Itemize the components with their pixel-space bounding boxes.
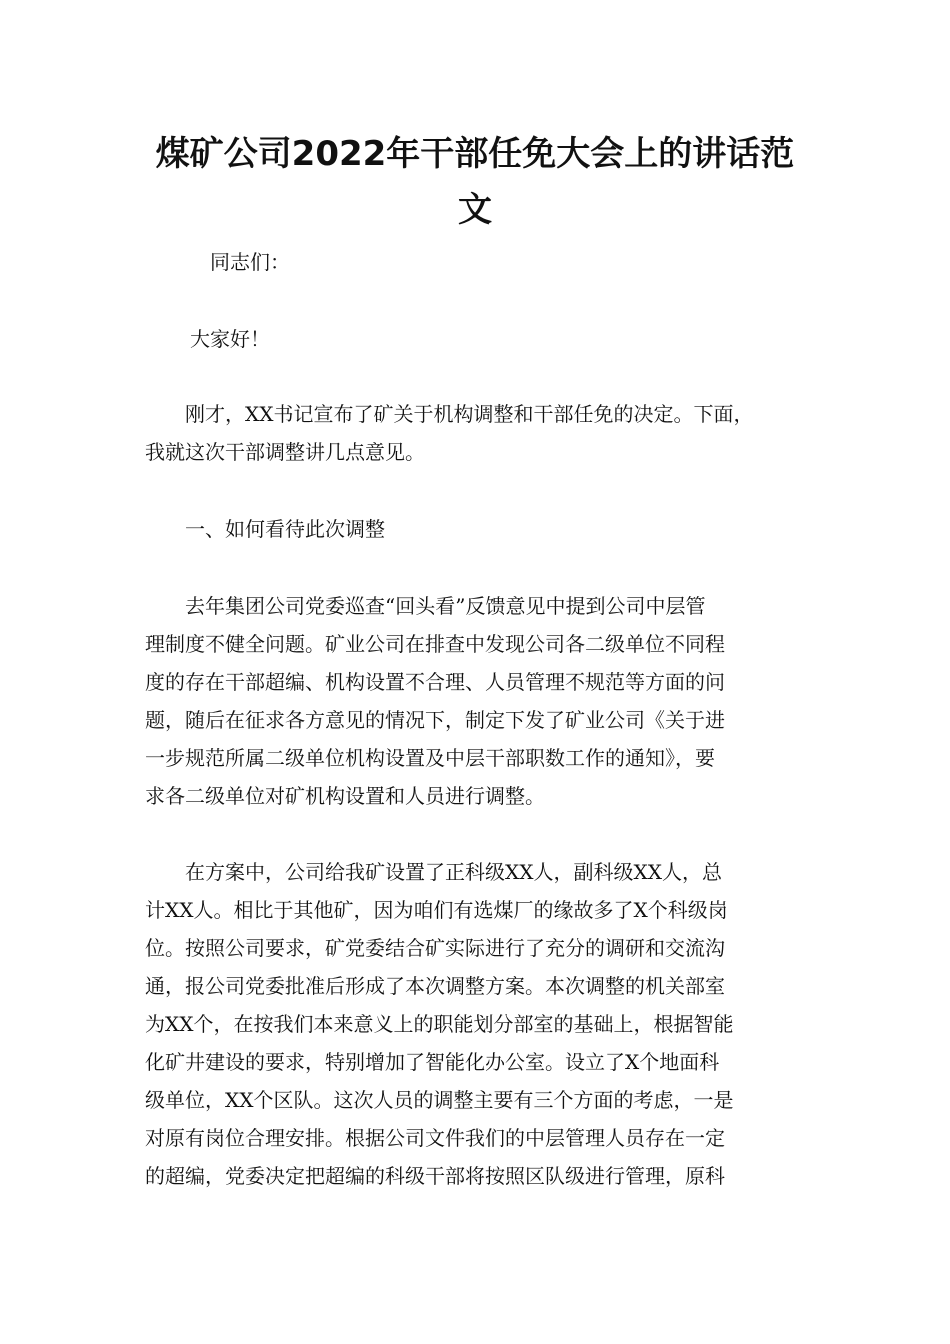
intro-line: 我就这次干部调整讲几点意见。	[145, 440, 425, 464]
intro-line: 刚才，XX书记宣布了矿关于机构调整和干部任免的决定。下面，	[145, 402, 754, 426]
greeting-text: 同志们：	[210, 250, 290, 274]
paragraph-line: 题，随后在征求各方意见的情况下，制定下发了矿业公司《关于进	[145, 708, 725, 732]
paragraph-line: 级单位，XX个区队。这次人员的调整主要有三个方面的考虑，一是	[145, 1088, 734, 1112]
intro-paragraph	[145, 395, 815, 471]
paragraph-line: 在方案中，公司给我矿设置了正科级XX人，副科级XX人，总	[145, 860, 722, 884]
paragraph-line: 去年集团公司党委巡查“回头看”反馈意见中提到公司中层管	[145, 594, 706, 618]
paragraph-line: 理制度不健全问题。矿业公司在排查中发现公司各二级单位不同程	[145, 632, 725, 656]
paragraph-2	[145, 853, 815, 1195]
paragraph-line: 求各二级单位对矿机构设置和人员进行调整。	[145, 784, 545, 808]
paragraph-line: 一步规范所属二级单位机构设置及中层干部职数工作的通知》，要	[145, 746, 715, 770]
section-heading: 一、如何看待此次调整	[145, 517, 385, 541]
paragraph-line: 为XX个，在按我们本来意义上的职能划分部室的基础上，根据智能	[145, 1012, 734, 1036]
hello-text: 大家好！	[190, 327, 270, 351]
paragraph-line: 计XX人。相比于其他矿，因为咱们有选煤厂的缘故多了X个科级岗	[145, 898, 728, 922]
paragraph-line: 通，报公司党委批准后形成了本次调整方案。本次调整的机关部室	[145, 974, 725, 998]
document-title-line-2: 文	[458, 190, 492, 230]
paragraph-line: 度的存在干部超编、机构设置不合理、人员管理不规范等方面的问	[145, 670, 725, 694]
paragraph-1	[145, 587, 815, 815]
document-title-line-1: 煤矿公司2022年干部任免大会上的讲话范	[155, 134, 795, 174]
paragraph-line: 的超编，党委决定把超编的科级干部将按照区队级进行管理，原科	[145, 1164, 725, 1188]
paragraph-line: 化矿井建设的要求，特别增加了智能化办公室。设立了X个地面科	[145, 1050, 720, 1074]
paragraph-line: 位。按照公司要求，矿党委结合矿实际进行了充分的调研和交流沟	[145, 936, 725, 960]
paragraph-line: 对原有岗位合理安排。根据公司文件我们的中层管理人员存在一定	[145, 1126, 725, 1150]
